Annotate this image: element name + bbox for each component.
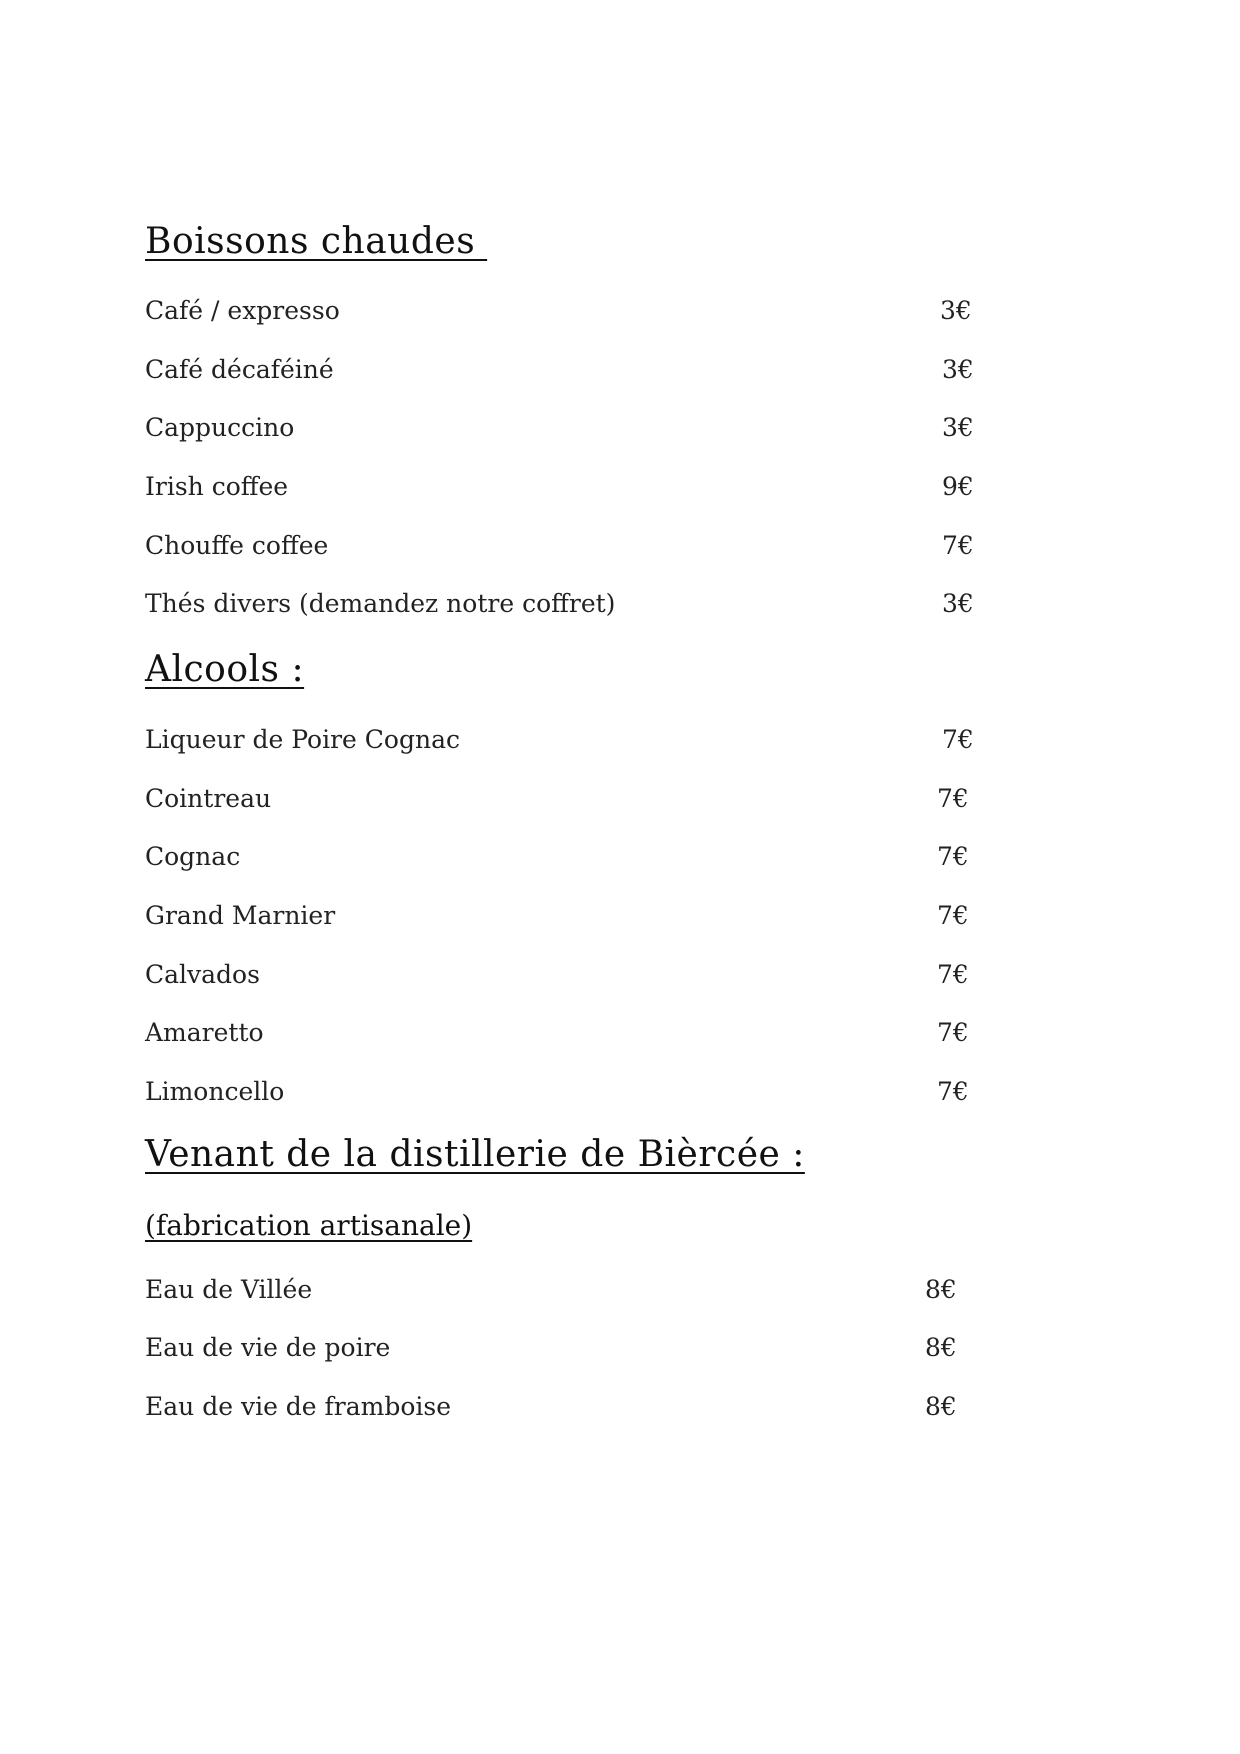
item-price: 7€ (937, 960, 969, 989)
item-price: 7€ (942, 531, 974, 560)
item-price: 8€ (925, 1392, 957, 1421)
item-name: Eau de Villée (145, 1275, 313, 1304)
item-price: 7€ (942, 725, 974, 754)
item-name: Amaretto (145, 1018, 264, 1047)
item-name: Calvados (145, 960, 260, 989)
item-price: 3€ (942, 589, 974, 618)
item-price: 8€ (925, 1333, 957, 1362)
item-name: Eau de vie de poire (145, 1333, 391, 1362)
item-name: Irish coffee (145, 472, 289, 501)
item-price: 7€ (937, 1077, 969, 1106)
item-price: 9€ (942, 472, 974, 501)
item-name: Cognac (145, 842, 241, 871)
item-name: Chouffe coffee (145, 531, 329, 560)
item-name: Grand Marnier (145, 901, 336, 930)
item-name: Eau de vie de framboise (145, 1392, 452, 1421)
item-name: Café / expresso (145, 296, 340, 325)
item-name: Cappuccino (145, 413, 295, 442)
item-price: 7€ (937, 784, 969, 813)
item-name: Thés divers (demandez notre coffret) (145, 589, 616, 618)
item-price: 8€ (925, 1275, 957, 1304)
item-price: 7€ (937, 901, 969, 930)
item-name: Café décaféiné (145, 355, 334, 384)
item-price: 3€ (940, 296, 972, 325)
section-title-hot-drinks: Boissons chaudes (145, 221, 488, 262)
item-name: Liqueur de Poire Cognac (145, 725, 460, 754)
item-name: Limoncello (145, 1077, 285, 1106)
section-title-alcohols: Alcools : (145, 649, 305, 690)
item-price: 3€ (942, 355, 974, 384)
item-name: Cointreau (145, 784, 272, 813)
section-title-distillery: Venant de la distillerie de Bièrcée : (145, 1134, 805, 1175)
item-price: 7€ (937, 1018, 969, 1047)
item-price: 7€ (937, 842, 969, 871)
item-price: 3€ (942, 413, 974, 442)
section-subtitle-distillery: (fabrication artisanale) (145, 1209, 473, 1242)
